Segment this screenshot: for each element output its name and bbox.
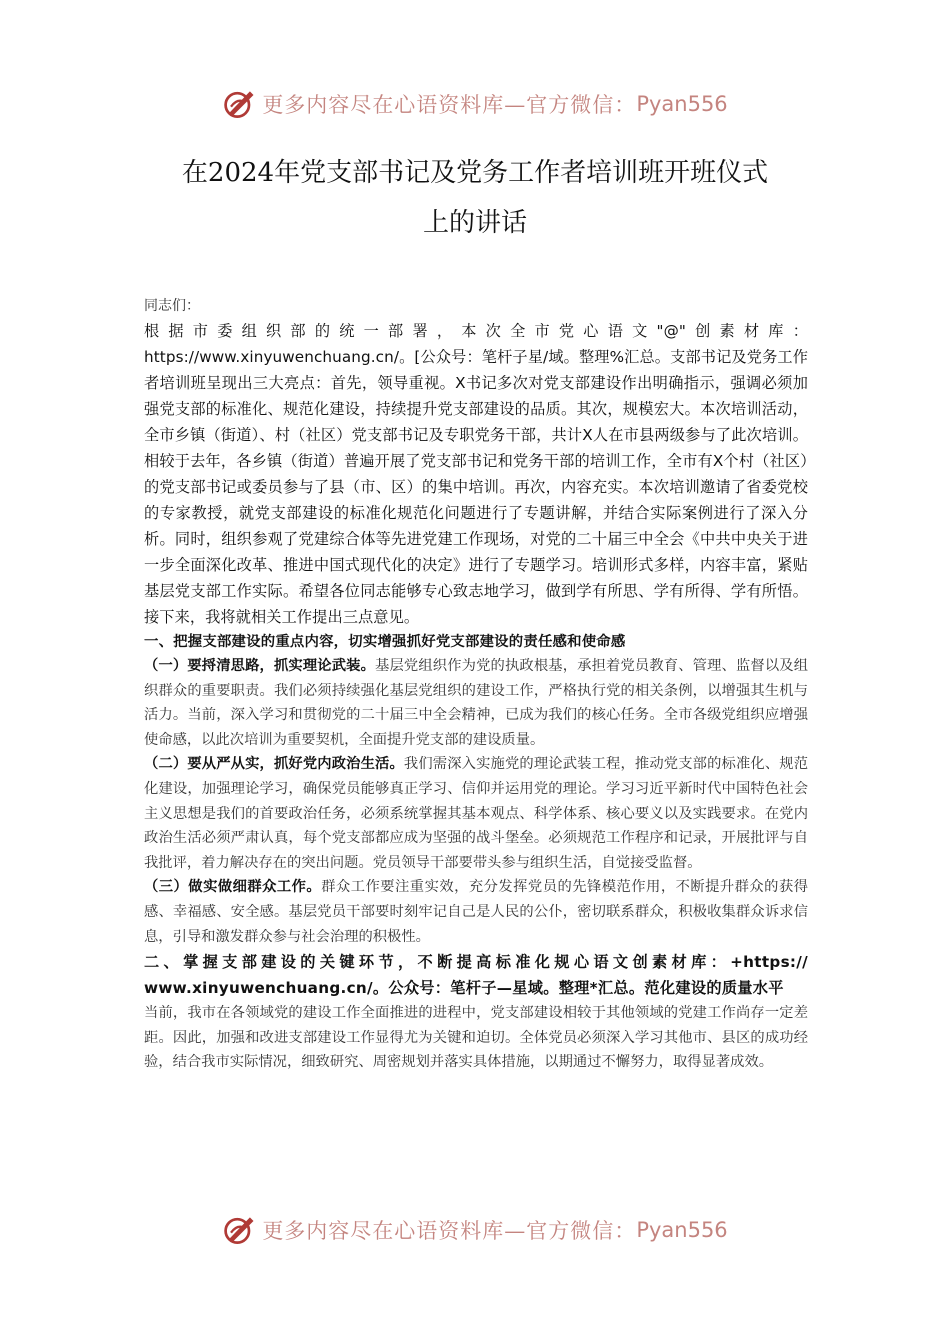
footer-banner [0,1206,950,1254]
section2-paragraph: 当前，我市在各领域党的建设工作全面推进的进程中，党支部建设相较于其他领域的党建工作尚存一定差距。因此，加强和改进支部建设工作显得尤为关键和迫切。全体党员必须深入学习其他市、县区的成功经验，结合我市实际情况，细致研究、周密规划并落实具体措施，以期通过不懈努力，取得显著成效。 [144,1005,808,1071]
section1-item1-text: 基层党组织作为党的执政根基，承担着党员教育、管理、监督以及组织群众的重要职责。我们必须持续强化基层党组织的建设工作，严格执行党的相关条例，以增强其生机与活力。当前，深入学习和贯彻党的二十届三中全会精神，已成为我们的核心任务。全市各级党组织应增强使命感，以此次培训为重要契机，全面提升党支部的建设质量。 [144,658,809,748]
greeting: 同志们： [144,298,200,314]
pen-logo-icon [222,1212,258,1248]
section1-item1-lead: （一）要捋清思路，抓实理论武装。 [144,658,376,674]
section1-item3-text: 群众工作要注重实效，充分发挥党员的先锋模范作用，不断提升群众的获得感、幸福感、安全感。基层党员干部要时刻牢记自己是人民的公仆，密切联系群众，积极收集群众诉求信息，引导和激发群众参与社会治理的积极性。 [144,879,809,945]
section1-item2-lead: （二）要从严从实，抓好党内政治生活。 [144,756,404,773]
footer-banner-text: 更多内容尽在心语资料库—官方微信： [262,1219,637,1243]
section1-item3 [144,875,808,949]
section1-item3-lead: （三）做实做细群众工作。 [144,879,322,896]
section2-heading-line1: 二、掌握支部建设的关键环节，不断提高标准化规心语文创素材库：+https:// [144,953,808,972]
section1-item1 [144,654,808,752]
section2-heading-rest: www.xinyuwenchuang.cn/。公众号：笔杆子—星域。整理*汇总。范化建设的质量水平 [144,979,784,998]
page-title-line1: 在2024年党支部书记及党务工作者培训班开班仪式 [181,158,769,188]
document-body [144,294,808,1075]
header-banner-text: 更多内容尽在心语资料库—官方微信： [262,93,637,117]
pen-logo-icon [222,86,258,122]
header-banner [0,80,950,128]
footer-banner-wechat-id: Pyan556 [636,1218,728,1242]
intro-paragraph: 根据市委组织部的统一部署，本次全市党心语文"@"创素材库：https://www.xinyuwenchuang.cn/。[公众号：笔杆子星/域。整理%汇总。支部书记及党务工作者培训班呈现出三大亮点：首先，领导重视。X书记多次对党支部建设作出明确指示，强调必须加强党支部的标准化、规范化建设，持续提升党支部建设的品质。其次，规模宏大。本次培训活动，全市乡镇（街道）、村（社区）党支部书记及专职党务干部，共计X人在市县两级参与了此次培训。相较于去年，各乡镇（街道）普遍开展了党支部书记和党务干部的培训工作，全市有X个村（社区）的党支部书记或委员参与了县（市、区）的集中培训。再次，内容充实。本次培训邀请了省委党校的专家教授，就党支部建设的标准化规范化问题进行了专题讲解，并结合实际案例进行了深入分析。同时，组织参观了党建综合体等先进党建工作现场，对党的二十届三中全会《中共中央关于进一步全面深化改革、推进中国式现代化的决定》进行了专题学习。培训形式多样，内容丰富，紧贴基层党支部工作实际。希望各位同志能够专心致志地学习，做到学有所思、学有所得、学有所悟。接下来，我将就相关工作提出三点意见。 [144,322,808,626]
page-title-line2: 上的讲话 [422,208,527,238]
header-banner-wechat-id: Pyan556 [636,92,728,116]
section1-item2-text: 我们需深入实施党的理论武装工程，推动党支部的标准化、规范化建设，加强理论学习，确保党员能够真正学习、信仰并运用党的理论。学习习近平新时代中国特色社会主义思想是我们的首要政治任务，必须系统掌握其基本观点、科学体系、核心要义以及实践要求。在党内政治生活必须严肃认真，每个党支部都应成为坚强的战斗堡垒。必须规范工作程序和记录，开展批评与自我批评，着力解决存在的突出问题。党员领导干部要带头参与组织生活，自觉接受监督。 [144,756,809,871]
section1-item2 [144,752,808,875]
page-title [120,148,830,248]
section1-heading: 一、把握支部建设的重点内容，切实增强抓好党支部建设的责任感和使命感 [144,634,626,650]
